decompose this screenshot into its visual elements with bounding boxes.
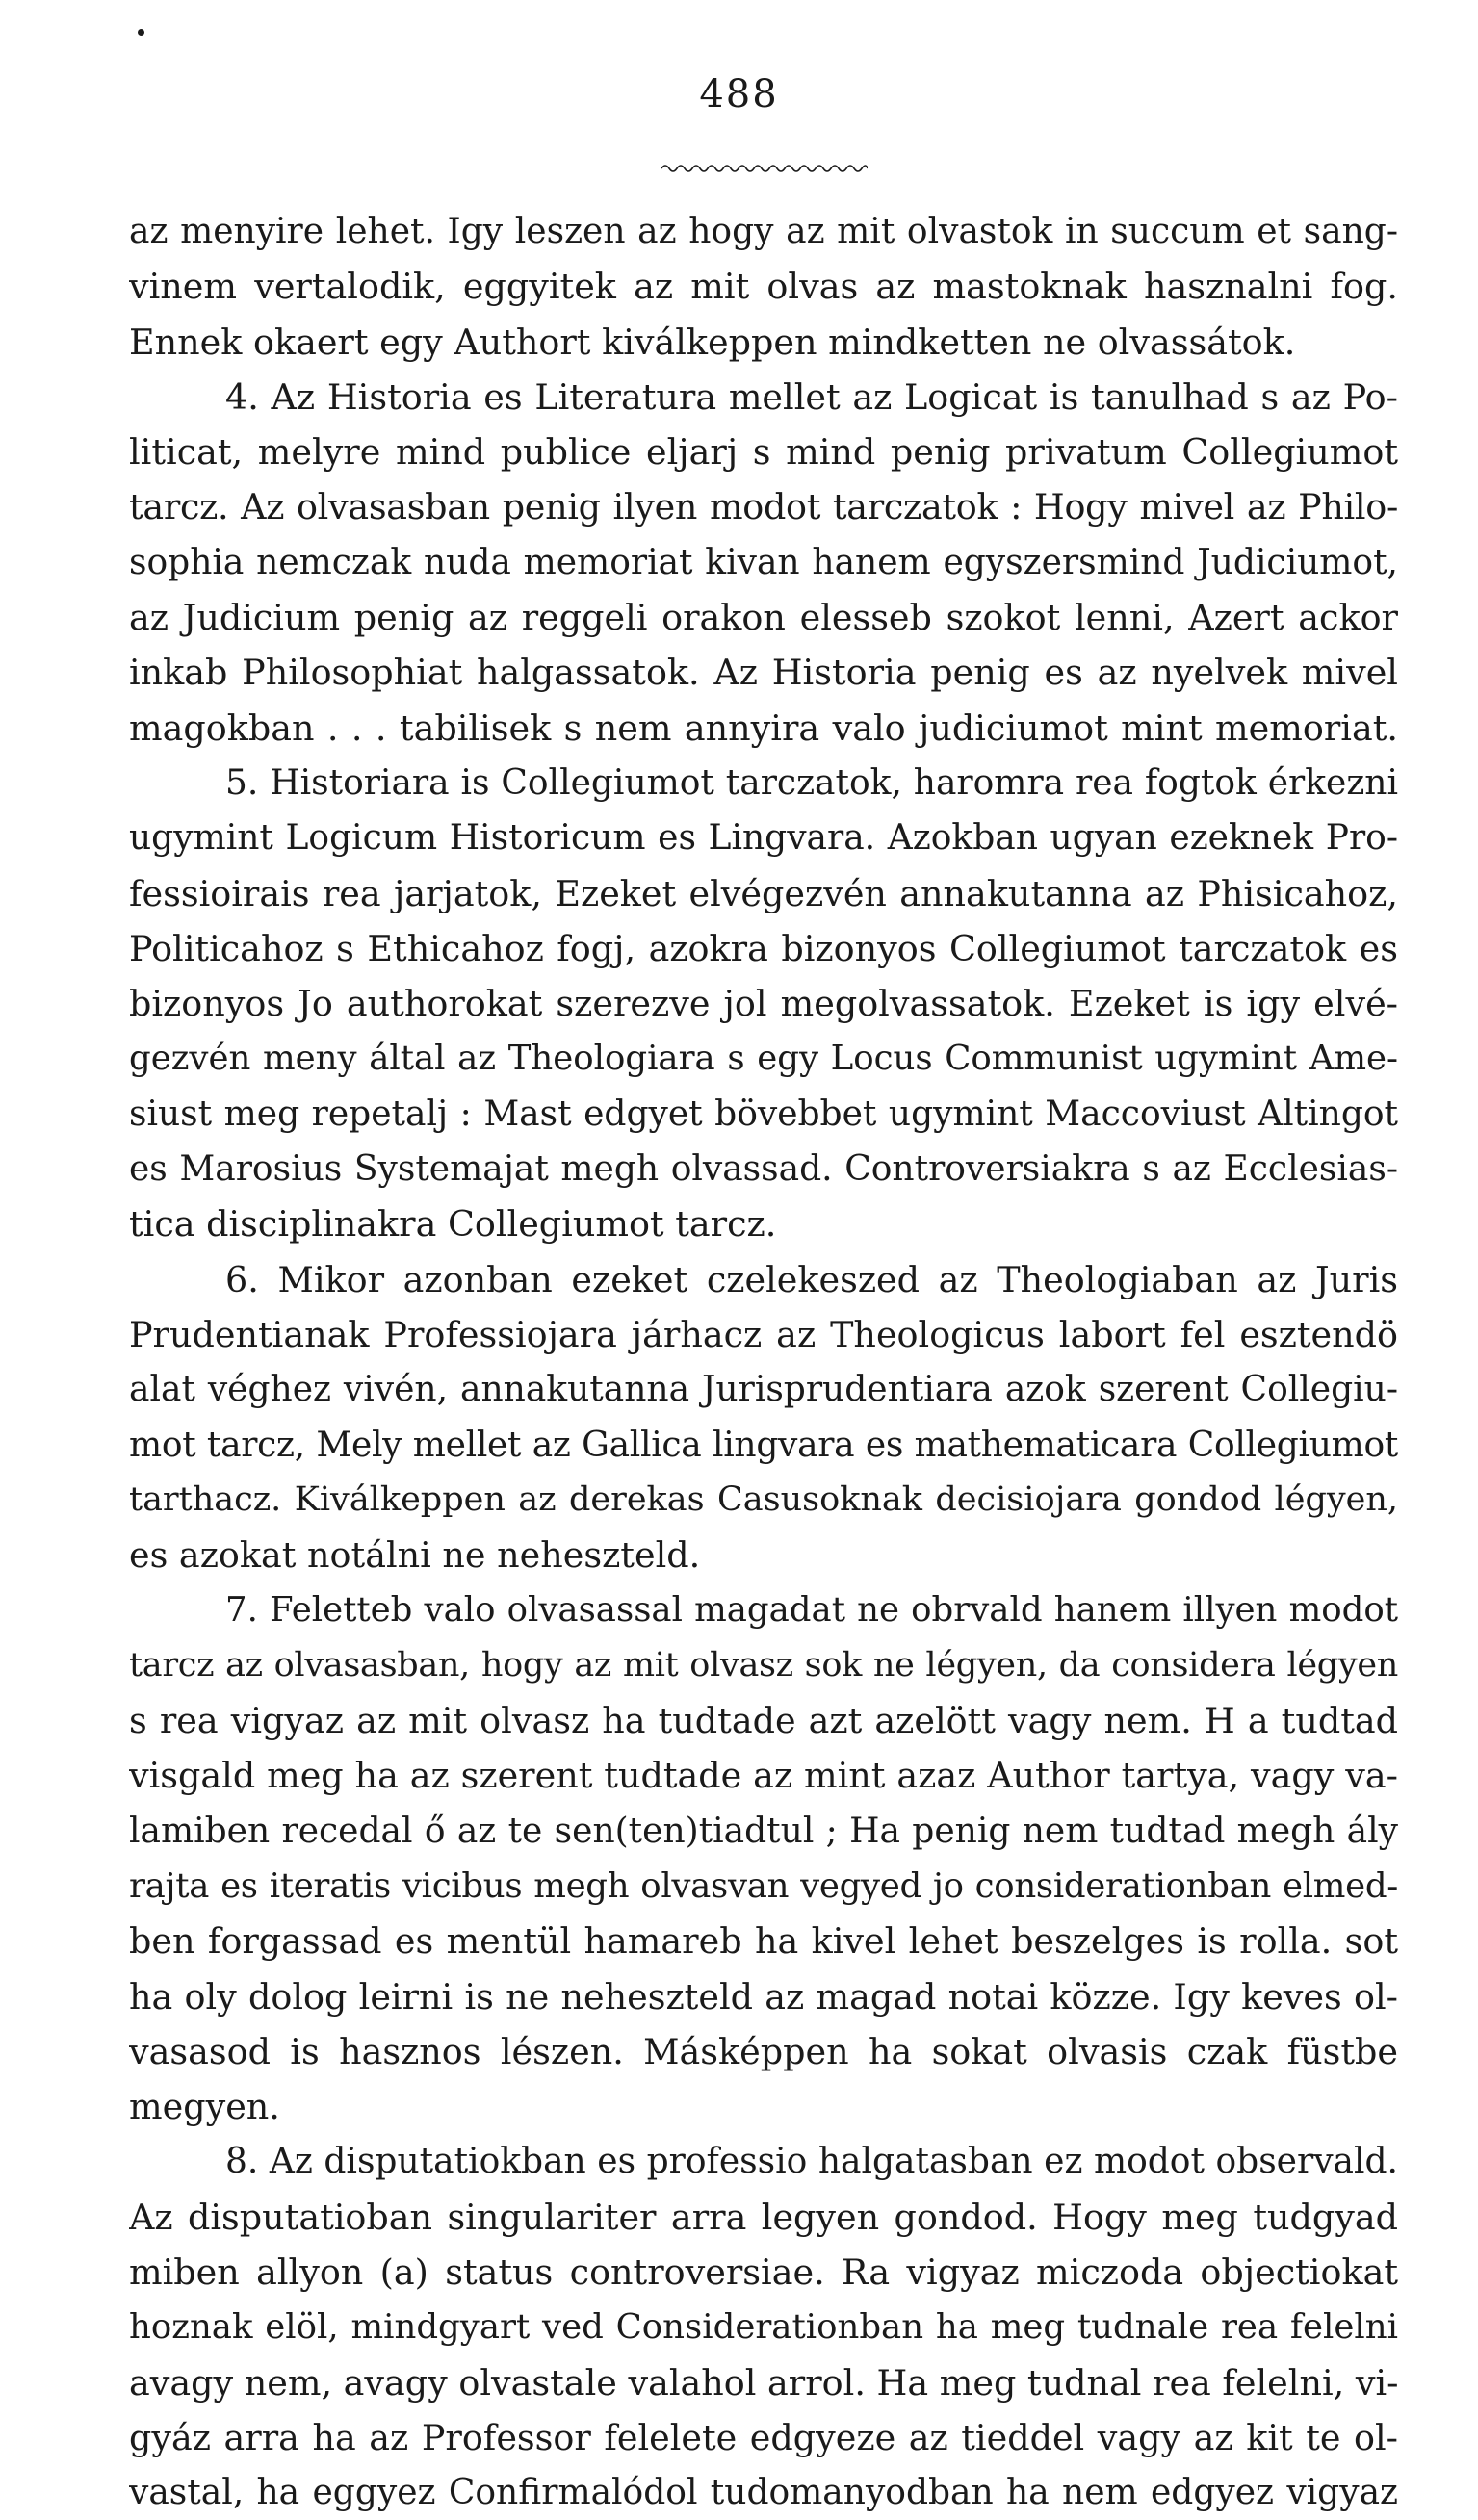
- text-line: bizonyos Jo authorokat szerezve jol megolvassatok. Ezeket is igy elvé-: [129, 983, 1398, 1025]
- text-line: vasasod is hasznos lészen. Másképpen ha sokat olvasis czak füstbe: [129, 2030, 1398, 2072]
- text-line: az menyire lehet. Igy leszen az hogy az mit olvastok in succum et sang-: [129, 212, 1398, 251]
- text-line: fessioirais rea jarjatok, Ezeket elvégezvén annakutanna az Phisicahoz,: [129, 872, 1398, 914]
- text-line: Politicahoz s Ethicahoz fogj, azokra bizonyos Collegiumot tarczatok es: [129, 927, 1398, 969]
- text-line: miben allyon (a) status controversiae. Ra vigyaz miczoda objectiokat: [129, 2250, 1398, 2293]
- text-line: ha oly dolog leirni is ne neheszteld az magad notai közze. Igy keves ol-: [129, 1975, 1398, 2018]
- text-line: 5. Historiara is Collegiumot tarczatok, haromra rea fogtok érkezni: [225, 762, 1398, 803]
- text-line: tica disciplinakra Collegiumot tarcz.: [129, 1203, 777, 1246]
- text-line: avagy nem, avagy olvastale valahol arrol. Ha meg tudnal rea felelni, vi-: [129, 2361, 1398, 2404]
- text-line: hoznak elöl, mindgyart ved Considerationban ha meg tudnale rea felelni: [129, 2307, 1398, 2348]
- text-line: es Marosius Systemajat megh olvassad. Controversiakra s az Ecclesias-: [129, 1149, 1398, 1190]
- text-line: siust meg repetalj : Mast edgyet bövebbet ugymint Maccoviust Altingot: [129, 1093, 1398, 1134]
- text-line: magokban . . . tabilisek s nem annyira valo judiciumot mint memoriat.: [129, 707, 1398, 749]
- text-line: gyáz arra ha az Professor felelete edgyeze az tieddel vagy az kit te ol-: [129, 2416, 1398, 2458]
- text-line: ben forgassad es mentül hamareb ha kivel lehet beszelges is rolla. sot: [129, 1920, 1398, 1963]
- text-line: vinem vertalodik, eggyitek az mit olvas az mastoknak hasznalni fog.: [129, 266, 1398, 308]
- text-line: Ennek okaert egy Authort kiválkeppen mindketten ne olvassátok.: [129, 321, 1296, 363]
- text-line: lamiben recedal ő az te sen(ten)tiadtul ; Ha penig nem tudtad megh ály: [129, 1811, 1398, 1851]
- text-line: mot tarcz, Mely mellet az Gallica lingvara es mathematicara Collegiumot: [129, 1425, 1398, 1465]
- text-line: tarthacz. Kiválkeppen az derekas Casusoknak decisiojara gondod légyen,: [129, 1479, 1398, 1519]
- text-line: 6. Mikor azonban ezeket czelekeszed az Theologiaban az Juris: [225, 1258, 1398, 1300]
- text-line: liticat, melyre mind publice eljarj s mind penig privatum Collegiumot: [129, 431, 1398, 474]
- text-line: inkab Philosophiat halgassatok. Az Historia penig es az nyelvek mivel: [129, 652, 1398, 694]
- text-line: megyen.: [129, 2086, 280, 2128]
- text-line: 4. Az Historia es Literatura mellet az Logicat is tanulhad s az Po-: [225, 375, 1398, 418]
- text-line: gezvén meny által az Theologiara s egy Locus Communist ugymint Ame-: [129, 1039, 1398, 1079]
- text-line: ugymint Logicum Historicum es Lingvara. Azokban ugyan ezeknek Pro-: [129, 818, 1398, 859]
- text-line: sophia nemczak nuda memoriat kivan hanem egyszersmind Judiciumot,: [129, 542, 1398, 582]
- text-line: Az disputatioban singulariter arra legyen gondod. Hogy meg tudgyad: [129, 2196, 1398, 2238]
- text-line: vastal, ha eggyez Confirmalódol tudomanyodban ha nem edgyez vigyaz: [129, 2473, 1398, 2513]
- text-line: alat véghez vivén, annakutanna Jurisprudentiara azok szerent Collegiu-: [129, 1370, 1398, 1410]
- text-line: Prudentianak Professiojara járhacz az Theologicus labort fel esztendö: [129, 1313, 1398, 1355]
- wavy-underline-ornament: [661, 162, 868, 175]
- text-line: tarcz. Az olvasasban penig ilyen modot tarczatok : Hogy mivel az Philo-: [129, 486, 1398, 528]
- speck-mark: [138, 29, 144, 36]
- text-line: 7. Feletteb valo olvasassal magadat ne obrvald hanem illyen modot: [225, 1590, 1398, 1631]
- text-line: az Judicium penig az reggeli orakon elesseb szokot lenni, Azert ackor: [129, 597, 1398, 639]
- text-line: 8. Az disputatiokban es professio halgatasban ez modot observald.: [225, 2142, 1398, 2182]
- text-line: rajta es iteratis vicibus megh olvasvan vegyed jo considerationban elmed-: [129, 1865, 1398, 1906]
- text-line: es azokat notálni ne neheszteld.: [129, 1534, 701, 1577]
- body-text: [129, 204, 1398, 2520]
- page-number: 488: [699, 72, 779, 116]
- text-line: s rea vigyaz az mit olvasz ha tudtade azt azelött vagy nem. H a tudtad: [129, 1700, 1398, 1742]
- text-line: visgald meg ha az szerent tudtade az mint azaz Author tartya, vagy va-: [129, 1755, 1398, 1797]
- text-line: tarcz az olvasasban, hogy az mit olvasz sok ne légyen, da considera légyen: [129, 1645, 1398, 1684]
